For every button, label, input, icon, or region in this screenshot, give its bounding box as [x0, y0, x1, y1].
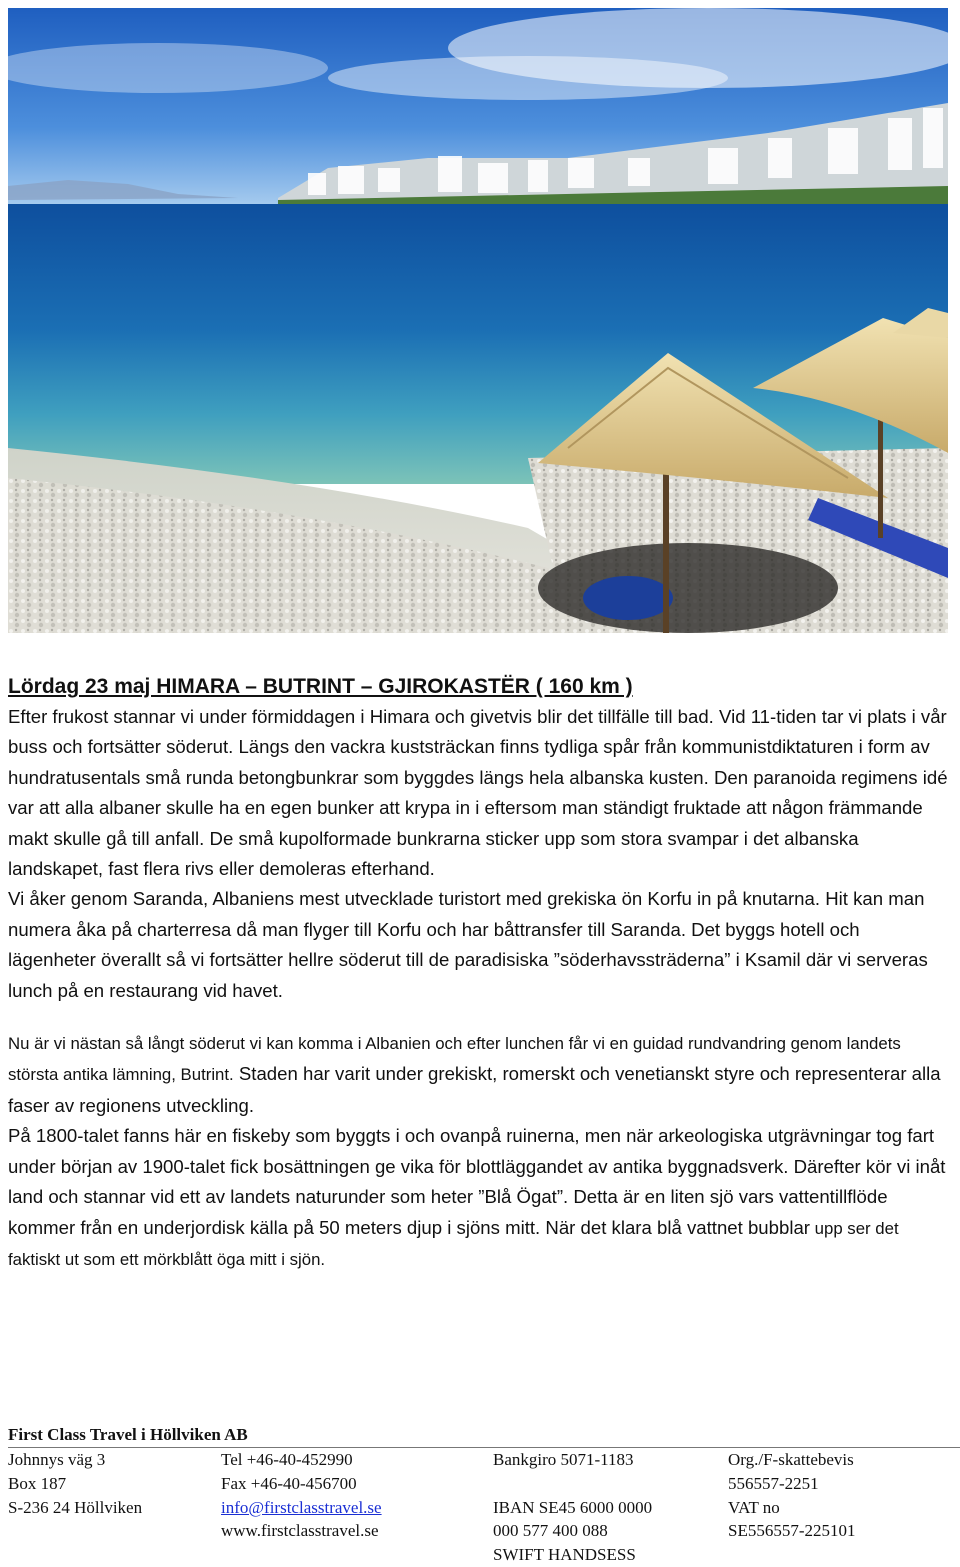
company-footer: [8, 1423, 960, 1567]
org-label: Org./F-skattebevis: [728, 1450, 854, 1469]
footer-row: [8, 1448, 960, 1472]
footer-row: [8, 1543, 960, 1567]
beach-photo: [8, 8, 948, 633]
article: [8, 672, 952, 1275]
paragraph-4-small-part: upp ser det faktiskt ut som ett mörkblått öga mitt i sjön.: [8, 1218, 899, 1269]
fax: Fax +46-40-456700: [221, 1473, 357, 1493]
website: www.firstclasstravel.se: [221, 1521, 379, 1541]
footer-row: [8, 1472, 960, 1496]
footer-row: [8, 1519, 960, 1543]
address-street: Johnnys väg 3: [8, 1450, 106, 1469]
paragraph-2: Vi åker genom Saranda, Albaniens mest utvecklade turistort med grekiska ön Korfu in på knutarna. Hit kan man numera åka på charterresa då man flyger till Korfu och har båttransfer till Saranda. Det byggs hotell och lägenheter överallt så vi fortsätter hellre söderut till de paradisiska ”söderhavssträderna” i Ksamil där vi serveras lunch på en restaurang vid havet.: [8, 888, 928, 1001]
company-name: First Class Travel i Höllviken AB: [8, 1423, 960, 1448]
paragraph-4: [8, 1121, 952, 1275]
swift: SWIFT HANDSESS: [493, 1545, 636, 1565]
phone: Tel +46-40-452990: [221, 1450, 353, 1469]
paragraph-3: [8, 1028, 952, 1121]
email-link[interactable]: info@firstclasstravel.se: [221, 1497, 382, 1517]
iban-continued: 000 577 400 088: [493, 1521, 608, 1541]
iban: IBAN SE45 6000 0000: [493, 1497, 653, 1517]
day-heading: Lördag 23 maj HIMARA – BUTRINT – GJIROKASTËR ( 160 km ): [8, 675, 633, 698]
org-number: 556557-2251: [728, 1473, 819, 1493]
paragraph-3-rest: Staden har varit under grekiskt, romerskt och venetianskt styre och representerar alla faser av regionens utveckling.: [8, 1063, 941, 1116]
footer-row: [8, 1496, 960, 1520]
paragraph-4-main: På 1800-talet fanns här en fiskeby som byggts i och ovanpå ruinerna, men när arkeologiska utgrävningar tog fart under början av 1900-talet fick bosättningen ge vika för blottläggandet av antika byggnadsverk. Därefter kör vi inåt land och stannar vid ett av landets naturunder som heter ”Blå Ögat”. Detta är en liten sjö vars vattentillflöde kommer från en underjordisk källa på 50 meters djup i sjöns mitt. När det klara blå vattnet bubblar: [8, 1125, 946, 1238]
address-city: S-236 24 Höllviken: [8, 1497, 143, 1517]
bankgiro: Bankgiro 5071-1183: [493, 1450, 634, 1469]
address-box: Box 187: [8, 1473, 67, 1493]
paragraph-1: Efter frukost stannar vi under förmiddagen i Himara och givetvis blir det tillfälle till bad. Vid 11-tiden tar vi plats i vår buss och fortsätter söderut. Längs den vackra kuststräckan finns tydliga spår från kommunistdiktaturen i form av hundratusentals små runda betongbunkrar som byggdes längs hela albanska kusten. Den paranoida regimens idé var att alla albaner skulle ha en egen bunker att krypa in i eftersom man ständigt fruktade att någon främmande makt skulle gå till anfall. De små kupolformade bunkrarna sticker upp som stora svampar i det albanska landskapet, fast flera rivs eller demoleras efterhand.: [8, 706, 948, 880]
vat-label: VAT no: [728, 1497, 780, 1517]
paragraph-3-small-part: Nu är vi nästan så långt söderut vi kan komma i Albanien och efter lunchen får vi en guidad rundvandring genom landets största antika lämning, Butrint.: [8, 1034, 901, 1085]
vat-number: SE556557-225101: [728, 1521, 856, 1541]
